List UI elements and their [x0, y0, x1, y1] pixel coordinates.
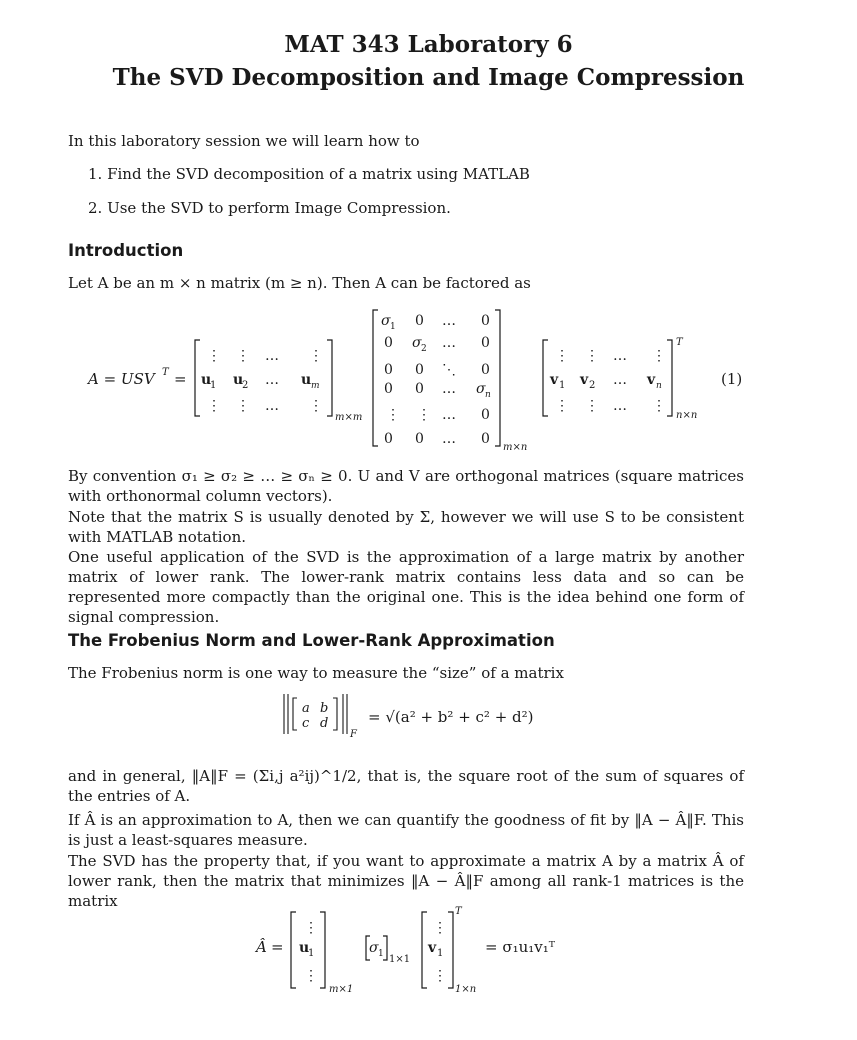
svg-text:T: T — [162, 367, 169, 378]
list-item-2: 2. Use the SVD to perform Image Compression. — [88, 199, 451, 217]
svg-text:a: a — [302, 701, 310, 716]
svg-text:0: 0 — [415, 381, 424, 397]
eq1-lhs — [86, 367, 187, 388]
general-paragraph: and in general, ‖A‖F = (Σi,j a²ij)^1/2, that is, the square root of the sum of squares of the entries of A. — [68, 767, 744, 805]
svg-text:⋮: ⋮ — [652, 348, 666, 364]
svg-text:⋮: ⋮ — [652, 398, 666, 414]
equation-number: (1) — [721, 370, 743, 388]
frobenius-intro: The Frobenius norm is one way to measure the “size” of a matrix — [68, 664, 564, 682]
svg-text:σ: σ — [476, 381, 486, 397]
svg-text:b: b — [320, 701, 329, 716]
svg-text:m×n: m×n — [503, 442, 528, 453]
svg-text:0: 0 — [384, 362, 393, 378]
svg-text:⋮: ⋮ — [236, 398, 250, 414]
svg-text:…: … — [265, 398, 279, 414]
section-heading-introduction: Introduction — [68, 241, 184, 260]
svg-text:1: 1 — [210, 380, 217, 391]
svg-text:v: v — [580, 372, 589, 388]
svg-text:0: 0 — [481, 407, 490, 423]
svg-text:⋮: ⋮ — [309, 398, 323, 414]
svg-text:1: 1 — [437, 948, 444, 959]
svg-text:⋮: ⋮ — [585, 348, 599, 364]
svg-text:0: 0 — [481, 362, 490, 378]
rank1-rhs: = σ₁u₁v₁ᵀ — [485, 938, 556, 956]
svg-text:⋮: ⋮ — [304, 920, 318, 936]
list-item-1: 1. Find the SVD decomposition of a matrix using MATLAB — [88, 165, 530, 183]
svg-text:u: u — [201, 372, 212, 388]
svg-text:…: … — [613, 348, 627, 364]
svg-text:⋮: ⋮ — [309, 348, 323, 364]
section-heading-frobenius: The Frobenius Norm and Lower-Rank Approximation — [68, 631, 555, 650]
svg-text:…: … — [442, 335, 456, 351]
svg-text:m×1: m×1 — [329, 984, 354, 995]
svg-text:σ: σ — [381, 313, 391, 329]
svg-text:0: 0 — [481, 313, 490, 329]
svg-text:0: 0 — [384, 381, 393, 397]
svg-text:n: n — [656, 381, 662, 391]
svg-text:0: 0 — [384, 335, 393, 351]
svg-text:⋮: ⋮ — [585, 398, 599, 414]
svg-text:⋮: ⋮ — [207, 398, 221, 414]
intro-paragraph: Let A be an m × n matrix (m ≥ n). Then A can be factored as — [68, 274, 531, 292]
rank1-equation — [0, 900, 857, 1000]
svg-text:u: u — [299, 940, 310, 956]
svg-text:1: 1 — [559, 380, 566, 391]
svg-text:⋮: ⋮ — [433, 920, 447, 936]
svd-property-paragraph: The SVD has the property that, if you want to approximate a matrix A by a matrix Â of lower rank, then the matrix that minimizes ‖A − Â‖F among all rank-1 matrices is the matrix — [68, 852, 744, 910]
svg-text:v: v — [647, 372, 656, 388]
svg-text:n: n — [485, 390, 491, 400]
svg-text:v: v — [428, 940, 437, 956]
svg-text:0: 0 — [481, 431, 490, 447]
frobenius-equation — [0, 690, 857, 750]
svg-text:T: T — [676, 337, 683, 348]
svg-text:1: 1 — [308, 948, 315, 959]
svg-text:n×n: n×n — [676, 410, 698, 421]
frobenius-rhs: = √(a² + b² + c² + d²) — [368, 708, 534, 726]
svg-text:σ: σ — [369, 940, 379, 956]
svg-text:…: … — [265, 372, 279, 388]
svd-equation — [0, 300, 857, 460]
page-title: MAT 343 Laboratory 6 — [284, 31, 573, 58]
svg-text:=: = — [271, 938, 284, 956]
svg-text:…: … — [613, 372, 627, 388]
svg-text:⋮: ⋮ — [304, 968, 318, 984]
svg-text:⋮: ⋮ — [236, 348, 250, 364]
svg-text:1×n: 1×n — [455, 984, 477, 995]
svg-text:…: … — [613, 398, 627, 414]
convention-paragraph: By convention σ₁ ≥ σ₂ ≥ … ≥ σₙ ≥ 0. U and V are orthogonal matrices (square matrices with orthonormal column vectors). — [68, 467, 744, 505]
svg-text:0: 0 — [415, 362, 424, 378]
svg-text:…: … — [442, 381, 456, 397]
svg-text:v: v — [550, 372, 559, 388]
svg-text:u: u — [233, 372, 244, 388]
svg-text:σ: σ — [412, 335, 422, 351]
svg-text:0: 0 — [481, 335, 490, 351]
page-subtitle: The SVD Decomposition and Image Compression — [112, 64, 745, 91]
svg-text:⋮: ⋮ — [386, 407, 400, 423]
svg-text:=: = — [174, 370, 187, 388]
svg-text:⋮: ⋮ — [417, 407, 431, 423]
svg-text:1: 1 — [378, 949, 384, 959]
svg-text:…: … — [442, 407, 456, 423]
svg-text:⋱: ⋱ — [442, 362, 456, 378]
svg-text:u: u — [301, 372, 312, 388]
svg-text:m: m — [311, 381, 320, 391]
svg-text:…: … — [442, 431, 456, 447]
svg-text:⋮: ⋮ — [207, 348, 221, 364]
svg-text:A = USV: A = USV — [88, 370, 155, 388]
svg-text:0: 0 — [415, 431, 424, 447]
svg-text:0: 0 — [415, 313, 424, 329]
svg-text:2: 2 — [589, 380, 596, 391]
svg-text:2: 2 — [242, 380, 249, 391]
svg-text:Â: Â — [256, 938, 267, 956]
svg-text:m×m: m×m — [335, 412, 363, 423]
svg-text:T: T — [455, 906, 462, 917]
svg-text:⋮: ⋮ — [555, 398, 569, 414]
svg-text:⋮: ⋮ — [433, 968, 447, 984]
svg-text:c: c — [302, 716, 310, 731]
svg-text:1×1: 1×1 — [389, 954, 411, 965]
note-paragraph: Note that the matrix S is usually denoted by Σ, however we will use S to be consistent with MATLAB notation. — [68, 508, 744, 546]
svg-text:d: d — [320, 716, 329, 731]
svg-text:F: F — [350, 729, 357, 740]
svg-text:2: 2 — [421, 344, 427, 354]
svg-text:1: 1 — [390, 322, 396, 332]
svg-text:…: … — [265, 348, 279, 364]
svg-text:0: 0 — [384, 431, 393, 447]
svg-text:…: … — [442, 313, 456, 329]
svg-text:⋮: ⋮ — [555, 348, 569, 364]
approx-paragraph: If Â is an approximation to A, then we can quantify the goodness of fit by ‖A − Â‖F. This is just a least-squares measure. — [68, 811, 744, 849]
application-paragraph: One useful application of the SVD is the approximation of a large matrix by another matrix of lower rank. The lower-rank matrix contains less data and so can be represented more compactly than the original one. This is the idea behind one form of signal compression. — [68, 548, 744, 626]
intro-lead: In this laboratory session we will learn how to — [68, 132, 420, 150]
